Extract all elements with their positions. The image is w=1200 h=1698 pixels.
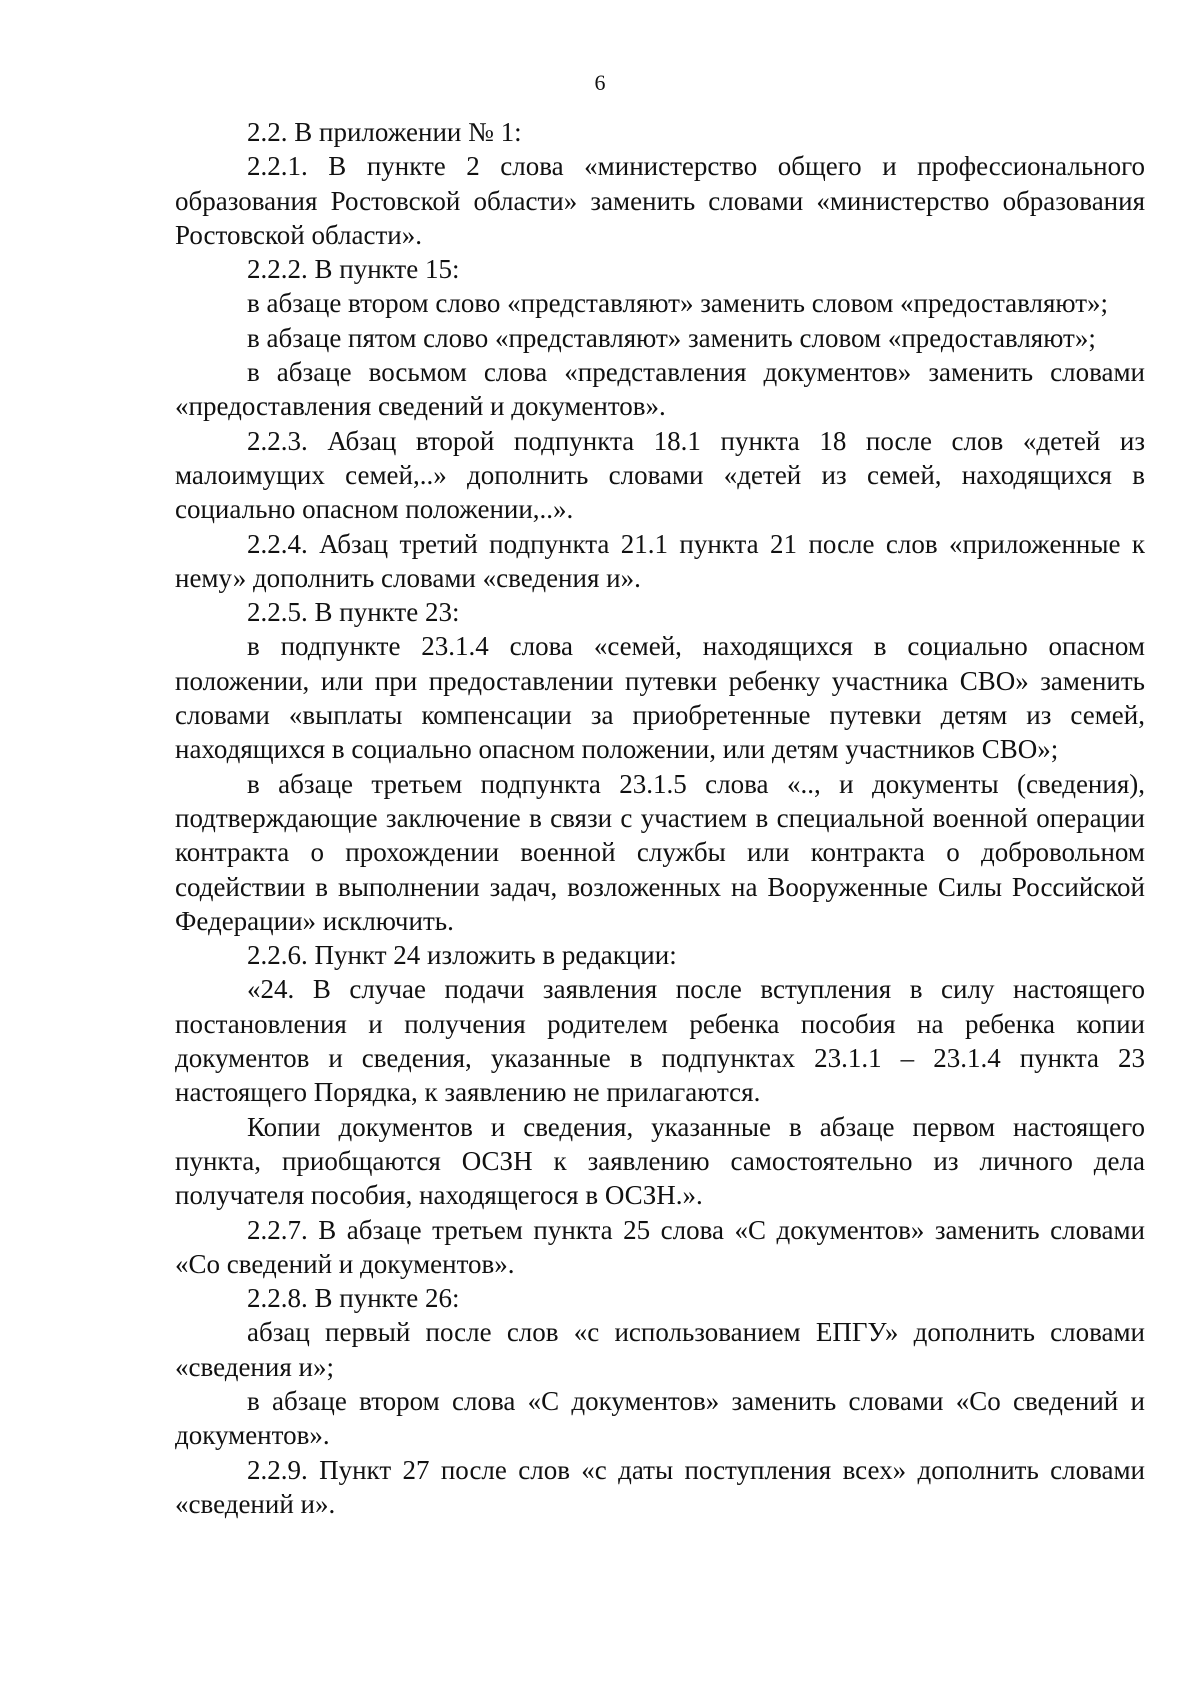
paragraph-2-2-5-b: в абзаце третьем подпункта 23.1.5 слова «.., и документы (сведения), подтверждающие заключение в связи с участием в специальной военной операции контракта о прохождении военной службы или контракта о добровольном содействии в выполнении задач, возложенных на Вооруженные Силы Российской Федерации» исключить. [175, 768, 1145, 936]
paragraph-2-2-5-a: в подпункте 23.1.4 слова «семей, находящихся в социально опасном положении, или при предоставлении путевки ребенку участника СВО» заменить словами «выплаты компенсации за приобретенные путевки детям из семей, находящихся в социально опасном положении, или детям участников СВО»; [175, 631, 1145, 765]
paragraph-2-2-9: 2.2.9. Пункт 27 после слов «с даты поступления всех» дополнить словами «сведений и». [175, 1454, 1145, 1519]
paragraph-2-2-7: 2.2.7. В абзаце третьем пункта 25 слова «С документов» заменить словами «Со сведений и документов». [175, 1214, 1145, 1279]
paragraph-2-2-5: 2.2.5. В пункте 23: [247, 597, 460, 628]
paragraph-2-2-3: 2.2.3. Абзац второй подпункта 18.1 пункта 18 после слов «детей из малоимущих семей,..» дополнить словами «детей из семей, находящихся в социально опасном положении,..». [175, 425, 1145, 525]
paragraph-2-2: 2.2. В приложении № 1: [247, 117, 522, 147]
paragraph-2-2-8-b: в абзаце втором слова «С документов» заменить словами «Со сведений и документов». [175, 1385, 1145, 1451]
paragraph-2-2-2-b: в абзаце пятом слово «представляют» заменить словом «предоставляют»; [247, 322, 1096, 353]
paragraph-2-2-8-a: абзац первый после слов «с использованием ЕПГУ» дополнить словами «сведения и»; [175, 1317, 1145, 1382]
paragraph-2-2-2: 2.2.2. В пункте 15: [247, 254, 460, 285]
document-body [175, 115, 1145, 1521]
paragraph-2-2-2-c: в абзаце восьмом слова «представления документов» заменить словами «предоставления сведений и документов». [175, 357, 1145, 422]
paragraph-2-2-8: 2.2.8. В пункте 26: [247, 1283, 460, 1314]
page-number: 6 [594, 70, 606, 95]
paragraph-2-2-6: 2.2.6. Пункт 24 изложить в редакции: [247, 940, 677, 971]
paragraph-2-2-2-a: в абзаце втором слово «представляют» заменить словом «предоставляют»; [247, 288, 1109, 319]
paragraph-2-2-6-a: «24. В случае подачи заявления после вступления в силу настоящего постановления и получения родителем ребенка пособия на ребенка копии документов и сведения, указанные в подпунктах 23.1.1 – 23.1.4 пункта 23 настоящего Порядка, к заявлению не прилагаются. [175, 974, 1145, 1108]
paragraph-2-2-1: 2.2.1. В пункте 2 слова «министерство общего и профессионального образования Ростовской области» заменить словами «министерство образования Ростовской области». [175, 151, 1145, 250]
paragraph-2-2-4: 2.2.4. Абзац третий подпункта 21.1 пункта 21 после слов «приложенные к нему» дополнить словами «сведения и». [175, 528, 1145, 593]
paragraph-2-2-6-b: Копии документов и сведения, указанные в абзаце первом настоящего пункта, приобщаются ОСЗН к заявлению самостоятельно из личного дела получателя пособия, находящегося в ОСЗН.». [175, 1111, 1145, 1211]
